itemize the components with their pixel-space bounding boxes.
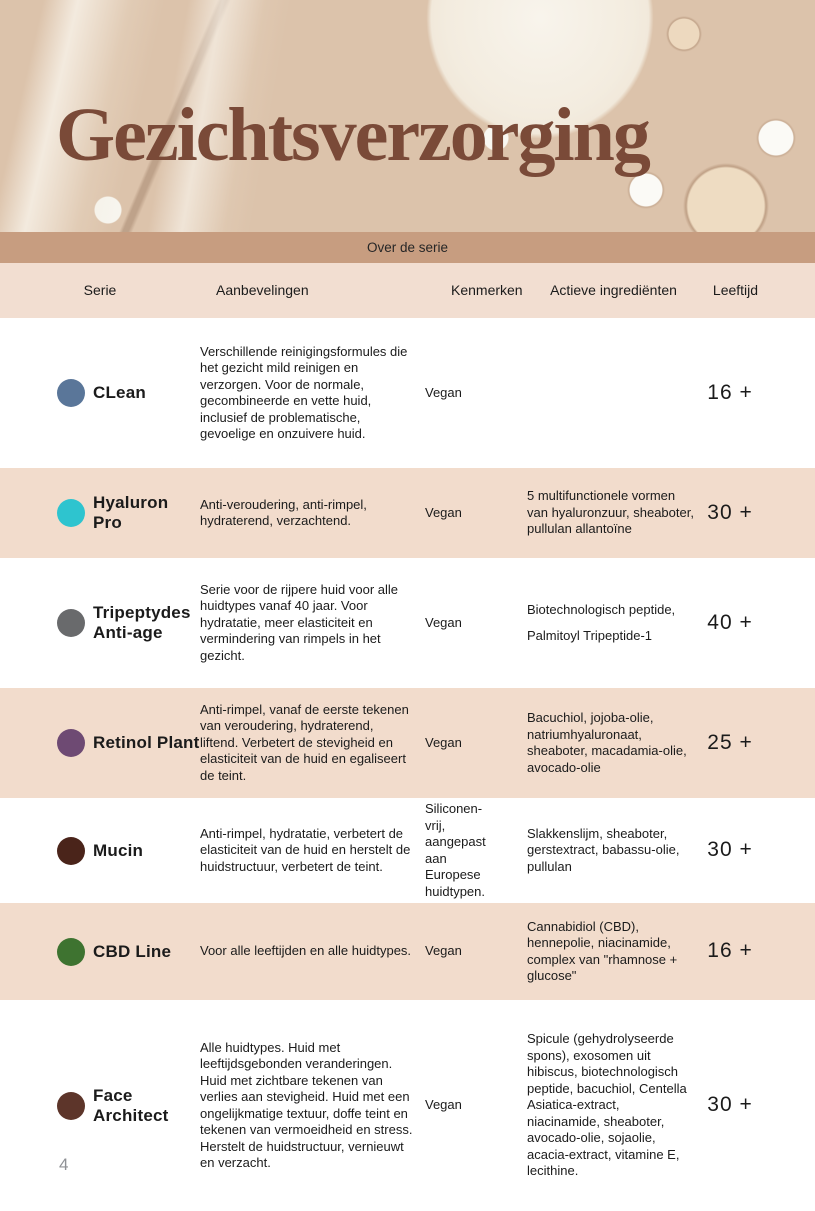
serie-name: Mucin [93, 840, 144, 860]
table-row [0, 903, 815, 1000]
column-header-serie: Serie [83, 282, 117, 298]
leeftijd-value: 30 + [707, 500, 753, 524]
serie-cell [0, 729, 200, 757]
table-header-row [0, 263, 815, 318]
leeftijd-value: 40 + [707, 610, 753, 634]
table-row [0, 558, 815, 688]
serie-name: Tripeptydes Anti-age [93, 603, 191, 642]
leeftijd-value: 16 + [707, 380, 753, 404]
table-row [0, 318, 815, 468]
kenmerken-text: Vegan [425, 1097, 462, 1113]
aanbevelingen-text: Anti-rimpel, vanaf de eerste tekenen van veroudering, hydraterend, liftend. Verbetert de stevigheid en elasticiteit van de huid en egaliseert de teint. [200, 701, 409, 783]
kenmerken-text: Vegan [425, 734, 462, 750]
aanbevelingen-text: Anti-veroudering, anti-rimpel, hydraterend, verzachtend. [200, 496, 367, 528]
serie-name: Face Architect [93, 1085, 169, 1125]
section-band [0, 232, 815, 263]
leeftijd-value: 30 + [707, 1093, 753, 1117]
serie-color-dot [57, 499, 85, 527]
ingredienten-text: Biotechnologisch peptide, Palmitoyl Tripeptide-1 [527, 602, 676, 643]
serie-cell [0, 379, 200, 407]
kenmerken-text: Vegan [425, 614, 462, 630]
column-header-kenmerken: Kenmerken [451, 282, 523, 298]
aanbevelingen-text: Serie voor de rijpere huid voor alle huidtypes vanaf 40 jaar. Voor hydratatie, meer elasticiteit en vermindering van rimpels in het gezicht. [200, 581, 398, 663]
hero-image [0, 0, 815, 232]
serie-cell [0, 493, 200, 533]
serie-color-dot [57, 729, 85, 757]
column-header-ingredienten: Actieve ingrediënten [550, 282, 677, 298]
kenmerken-text: Siliconen-vrij, aangepast aan Europese huidtypen. [425, 801, 486, 899]
ingredienten-text: Spicule (gehydrolyseerde spons), exosomen uit hibiscus, biotechnologisch peptide, bacuchiol, Centella Asiatica-extract, niacinamide, sheaboter, avocado-olie, sojaolie, acacia-extract, vitamine E, lecithine. [527, 1031, 687, 1179]
kenmerken-text: Vegan [425, 504, 462, 520]
ingredienten-text: Slakkenslijm, sheaboter, gerstextract, babassu-olie, pullulan [527, 825, 680, 874]
aanbevelingen-text: Voor alle leeftijden en alle huidtypes. [200, 943, 412, 959]
serie-cell [0, 603, 200, 643]
serie-color-dot [57, 837, 85, 865]
ingredienten-text: 5 multifunctionele vormen van hyaluronzuur, sheaboter, pullulan allantoïne [527, 488, 694, 537]
serie-cell [0, 837, 200, 865]
table-row [0, 468, 815, 558]
kenmerken-text: Vegan [425, 943, 462, 959]
serie-color-dot [57, 1092, 85, 1120]
leeftijd-value: 25 + [707, 730, 753, 754]
serie-name: Retinol Plant [93, 733, 200, 752]
leeftijd-value: 30 + [707, 838, 753, 862]
serie-color-dot [57, 379, 85, 407]
serie-color-dot [57, 938, 85, 966]
aanbevelingen-text: Anti-rimpel, hydratatie, verbetert de elasticiteit van de huid en herstelt de huidstructuur, verbetert de teint. [200, 825, 411, 874]
page-number: 4 [59, 1155, 69, 1174]
column-header-leeftijd: Leeftijd [712, 282, 759, 298]
serie-name: CLean [93, 383, 146, 402]
ingredienten-text: Bacuchiol, jojoba-olie, natriumhyaluronaat, sheaboter, macadamia-olie, avocado-olie [527, 710, 687, 775]
aanbevelingen-text: Verschillende reinigingsformules die het gezicht mild reinigen en verzorgen. Voor de normale, gecombineerde en vette huid, inclusief de problematische, gevoelige en onzuivere huid. [200, 343, 408, 441]
column-header-aanbevelingen: Aanbevelingen [216, 282, 309, 298]
section-band-label: Over de serie [366, 240, 449, 255]
kenmerken-text: Vegan [425, 384, 462, 400]
serie-cell [0, 938, 200, 966]
aanbevelingen-text: Alle huidtypes. Huid met leeftijdsgebonden veranderingen. Huid met zichtbare tekenen van verlies aan stevigheid. Huid met een ongelijkmatige textuur, doffe teint en tekenen van vermoeidheid en stress. Herstelt de huidstructuur, vernieuwt en verzacht. [200, 1039, 413, 1170]
table-row [0, 688, 815, 798]
serie-name: CBD Line [93, 941, 172, 961]
table-row [0, 1000, 815, 1211]
table-row [0, 798, 815, 903]
page-title: Gezichtsverzorging [56, 93, 649, 177]
serie-cell [0, 1086, 200, 1126]
serie-name: Hyaluron Pro [93, 493, 169, 532]
leeftijd-value: 16 + [707, 939, 753, 963]
ingredienten-text: Cannabidiol (CBD), hennepolie, niacinamide, complex van "rhamnose + glucose" [527, 918, 678, 983]
serie-color-dot [57, 609, 85, 637]
